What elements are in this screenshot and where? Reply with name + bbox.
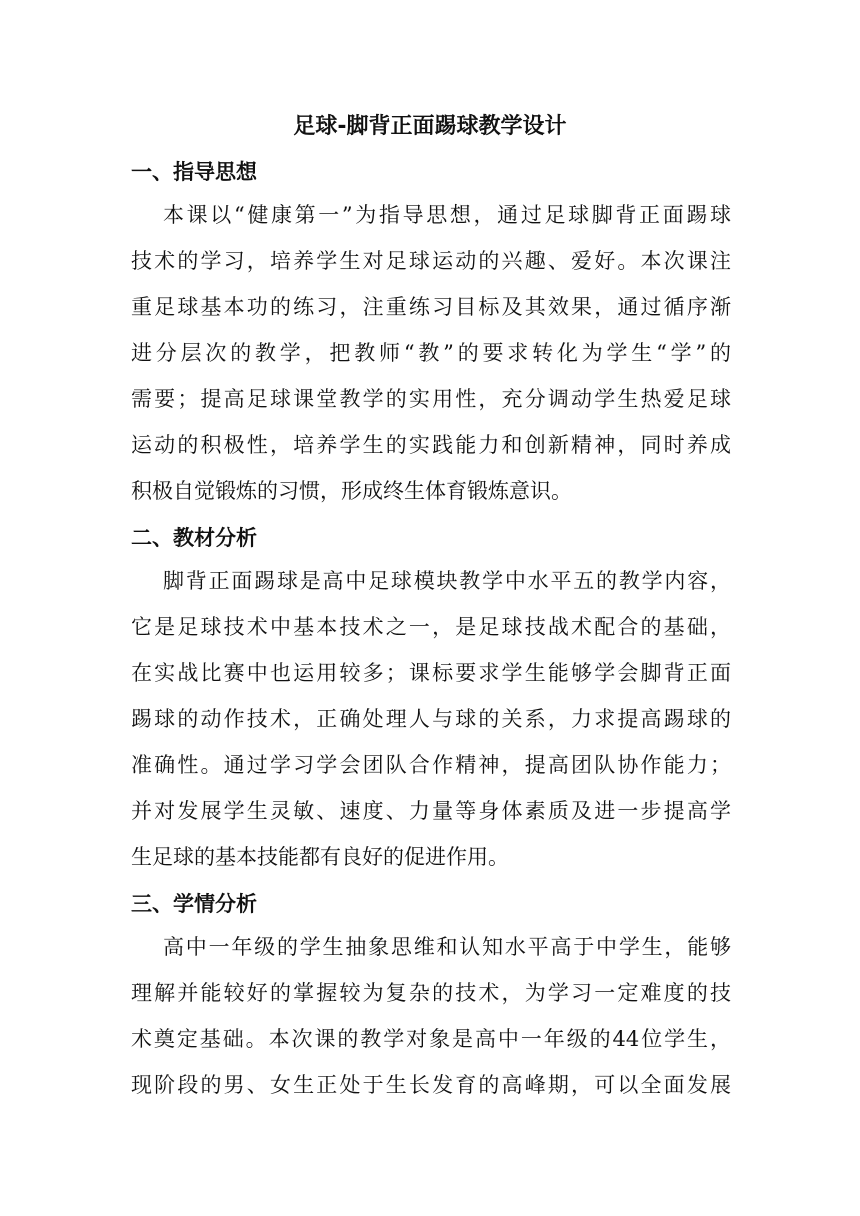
paragraph-line: 技术的学习，培养学生对足球运动的兴趣、爱好。本次课注 xyxy=(131,249,731,273)
paragraph-line: 理解并能较好的掌握较为复杂的技术，为学习一定难度的技 xyxy=(131,981,731,1005)
document-title: 足球-脚背正面踢球教学设计 xyxy=(293,114,567,139)
section-heading-student-analysis: 三、学情分析 xyxy=(131,892,257,916)
section-paragraph-material-analysis xyxy=(131,558,731,880)
paragraph-line: 本课以“健康第一”为指导思想，通过足球脚背正面踢球 xyxy=(163,203,731,227)
paragraph-line: 高中一年级的学生抽象思维和认知水平高于中学生，能够 xyxy=(163,935,731,959)
paragraph-line: 生足球的基本技能都有良好的促进作用。 xyxy=(131,845,509,869)
section-paragraph-student-analysis xyxy=(131,924,731,1108)
paragraph-line: 并对发展学生灵敏、速度、力量等身体素质及进一步提高学 xyxy=(131,799,731,823)
paragraph-line: 积极自觉锻炼的习惯，形成终生体育锻炼意识。 xyxy=(131,479,572,503)
paragraph-line: 运动的积极性，培养学生的实践能力和创新精神，同时养成 xyxy=(131,433,731,457)
section-heading-guiding-ideology: 一、指导思想 xyxy=(131,160,257,184)
paragraph-line: 重足球基本功的练习，注重练习目标及其效果，通过循序渐 xyxy=(131,295,731,319)
document-body xyxy=(131,152,731,1112)
paragraph-line: 需要；提高足球课堂教学的实用性，充分调动学生热爱足球 xyxy=(131,387,731,411)
paragraph-line: 进分层次的教学，把教师“教”的要求转化为学生“学”的 xyxy=(131,341,731,365)
paragraph-line: 准确性。通过学习学会团队合作精神，提高团队协作能力； xyxy=(131,753,731,777)
section-heading-material-analysis: 二、教材分析 xyxy=(131,526,257,550)
paragraph-line: 在实战比赛中也运用较多；课标要求学生能够学会脚背正面 xyxy=(131,661,731,685)
paragraph-line: 现阶段的男、女生正处于生长发育的高峰期，可以全面发展 xyxy=(131,1073,731,1097)
paragraph-line: 脚背正面踢球是高中足球模块教学中水平五的教学内容， xyxy=(163,569,731,593)
paragraph-line: 踢球的动作技术，正确处理人与球的关系，力求提高踢球的 xyxy=(131,707,731,731)
paragraph-line: 术奠定基础。本次课的教学对象是高中一年级的44位学生， xyxy=(131,1027,731,1051)
paragraph-line: 它是足球技术中基本技术之一，是足球技战术配合的基础， xyxy=(131,615,731,639)
section-paragraph-guiding-ideology xyxy=(131,192,731,514)
